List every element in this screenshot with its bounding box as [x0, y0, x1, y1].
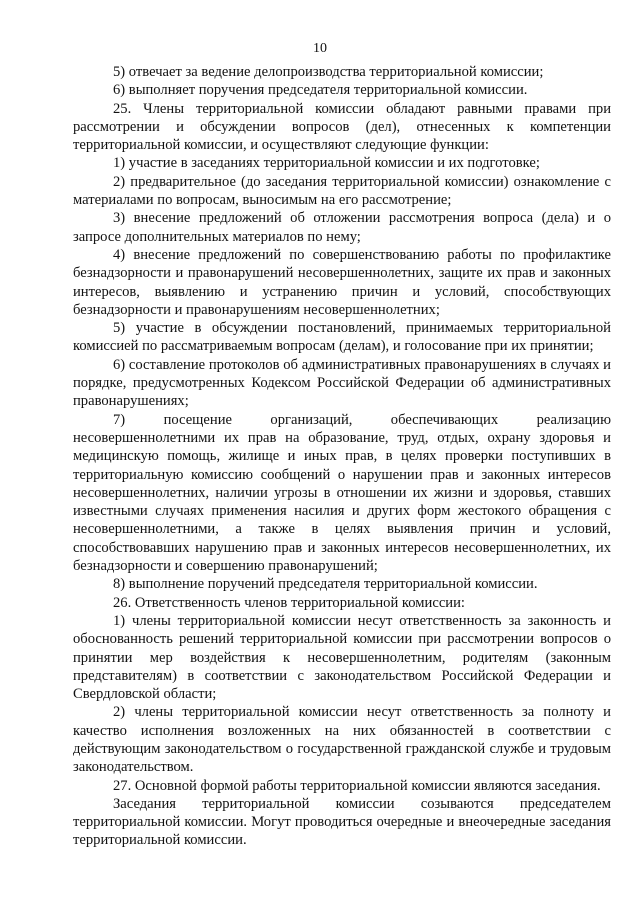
paragraph-function-8: 8) выполнение поручений председателя территориальной комиссии. [113, 576, 538, 593]
paragraph-section-26: 26. Ответственность членов территориальной комиссии: [113, 594, 465, 611]
paragraph-function-4: 4) внесение предложений по совершенствованию работы по профилактике безнадзорности и правонарушений несовершеннолетних, защите их прав и законных интересов, выявлению и устранению причин и условий, способствующих безнадзорности и правонарушениям несовершеннолетних; [73, 246, 611, 318]
paragraph-function-5: 5) участие в обсуждении постановлений, принимаемых территориальной комиссией по рассматриваемым вопросам (делам), и голосование при их принятии; [73, 320, 611, 355]
paragraph-meetings: Заседания территориальной комиссии созываются председателем территориальной комиссии. Могут проводиться очередные и внеочередные заседания территориальной комиссии. [73, 795, 611, 849]
paragraph-section-25: 25. Члены территориальной комиссии обладают равными правами при рассмотрении и обсуждении вопросов (дел), отнесенных к компетенции территориальной комиссии, и осуществляют следующие функции: [73, 100, 611, 154]
paragraph-item-5-record-keeping: 5) отвечает за ведение делопроизводства территориальной комиссии; [113, 64, 544, 80]
paragraph-function-3: 3) внесение предложений об отложении рассмотрения вопроса (дела) и о запросе дополнительных материалов по нему; [73, 210, 611, 245]
document-body [73, 63, 611, 850]
paragraph-function-7: 7) посещение организаций, обеспечивающих реализацию несовершеннолетними их прав на образование, труд, отдых, охрану здоровья и медицинскую помощь, жилище и иных прав, в целях проверки поступивших в территориальную комиссию сообщений о нарушении прав и законных интересов несовершеннолетних, наличии угрозы в отношении их жизни и здоровья, ставших известными случаях применения насилия и других форм жестокого обращения с несовершеннолетними, а также в целях выявления причин и условий, способствовавших нарушению прав и законных интересов несовершеннолетних, их безнадзорности и совершению правонарушений; [73, 411, 611, 575]
paragraph-responsibility-2: 2) члены территориальной комиссии несут ответственность за полноту и качество исполнения возложенных на них обязанностей в соответствии с действующим законодательством о государственной гражданской службе и трудовым законодательством. [73, 704, 611, 776]
page-number: 10 [313, 41, 327, 56]
paragraph-function-6: 6) составление протоколов об административных правонарушениях в случаях и порядке, предусмотренных Кодексом Российской Федерации об административных правонарушениях; [73, 356, 611, 410]
paragraph-section-27: 27. Основной формой работы территориальной комиссии являются заседания. [113, 777, 601, 794]
paragraph-responsibility-1: 1) члены территориальной комиссии несут ответственность за законность и обоснованность решений территориальной комиссии при рассмотрении вопросов о принятии мер воздействия к несовершеннолетним, родителям (законным представителям) в соответствии с законодательством Российской Федерации и Свердловской области; [73, 612, 611, 703]
paragraph-function-1: 1) участие в заседаниях территориальной комиссии и их подготовке; [113, 155, 540, 172]
paragraph-item-6-chair-orders: 6) выполняет поручения председателя территориальной комиссии. [113, 82, 528, 99]
paragraph-function-2: 2) предварительное (до заседания территориальной комиссии) ознакомление с материалами по вопросам, выносимым на его рассмотрение; [73, 173, 611, 209]
